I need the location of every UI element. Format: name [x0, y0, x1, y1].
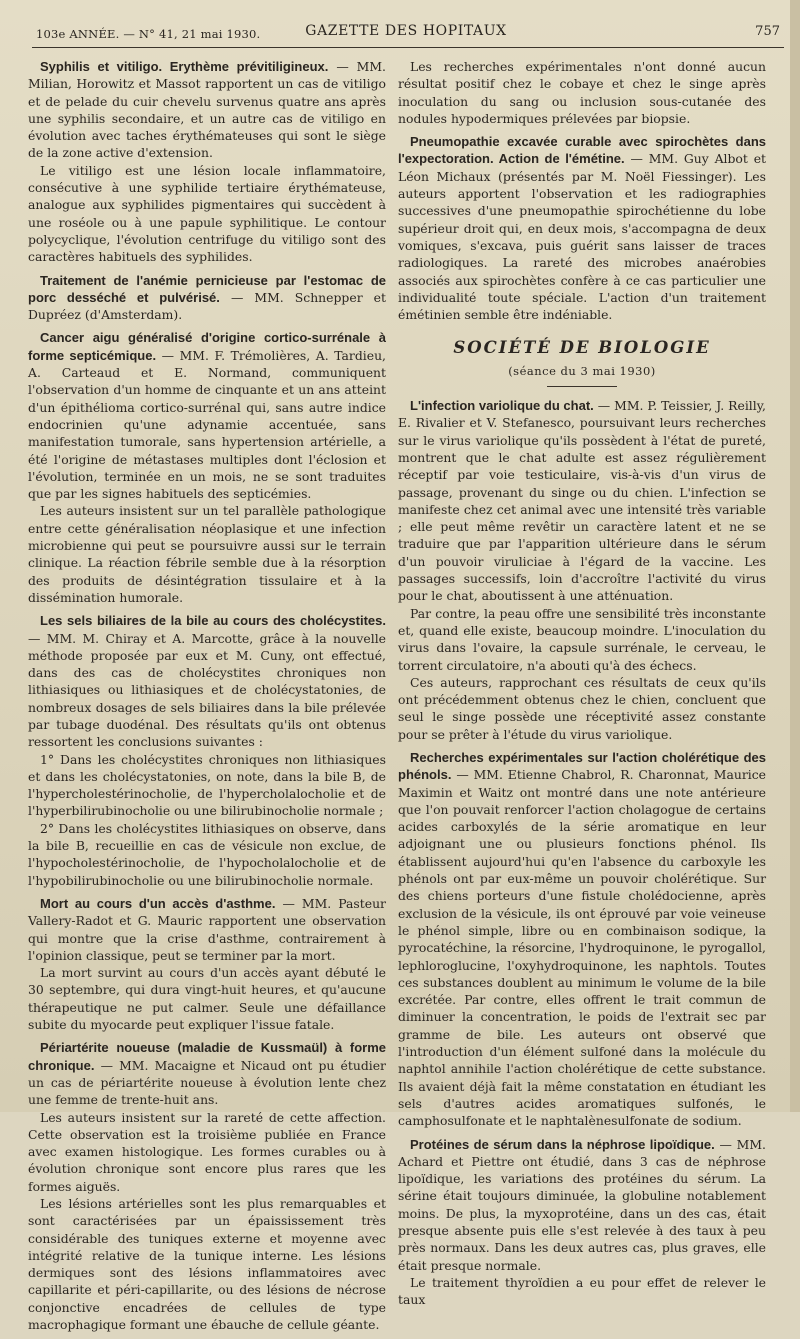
- article-title: Traitement de l'anémie pernicieuse par l'estomac de porc desséché et pulvérisé.: [28, 272, 386, 305]
- article-text: 2° Dans les cholécystites lithiasiques on observe, dans la bile B, recueillie en cas de vésicule non exclue, de l'hypocholestérinocholie, de l'hypocholalocholie et de l'hypobilirubinocholie ou une bilirubinocholie normale.: [28, 820, 386, 888]
- article-title: Recherches expérimentales sur l'action cholérétique des phénols.: [398, 749, 766, 783]
- article: [398, 749, 766, 1130]
- article-paragraph: [28, 58, 386, 162]
- article-title: L'infection variolique du chat.: [410, 398, 594, 414]
- article-paragraph: [28, 329, 386, 502]
- session-date: (séance du 3 mai 1930): [508, 363, 656, 378]
- issue-info: 103e ANNÉE. — N° 41, 21 mai 1930.: [36, 27, 261, 41]
- article-text: — MM. Milian, Horowitz et Massot rapportent un cas de vitiligo et de pelade du cuir chevelu survenus quatre ans après une syphilis secondaire, et un autre cas de vitiligo en évolution avec taches érythémateuses qui sont le siège de la zone active d'extension.: [28, 59, 386, 161]
- page-header: [30, 22, 782, 44]
- article-paragraph: [28, 1109, 386, 1195]
- section-divider: [547, 386, 617, 387]
- article: [28, 329, 386, 606]
- section-title: SOCIÉTÉ DE BIOLOGIE: [453, 338, 711, 358]
- article-text: La mort survint au cours d'un accès ayant débuté le 30 septembre, qui dura vingt-huit heures, et qu'aucune thérapeutique ne put calmer. Seule une défaillance subite du myocarde peut expliquer l'issue fatale.: [28, 965, 386, 1033]
- article-paragraph: [28, 820, 386, 889]
- article-text: — MM. F. Trémolières, A. Tardieu, A. Carteaud et E. Normand, communiquent l'observation d'un homme de cinquante et un ans atteint d'un épithélioma cortico-surrénal qui, sans autre indice endocrinien qu'une adynamie accentuée, sans manifestation tumorale, sans hypertension artérielle, a été l'origine de métastases multiples dont l'éclosion et l'évolution, terminée en un mois, ne se sont traduites que par les signes habituels des septicémies.: [28, 347, 386, 502]
- article-text: Les auteurs insistent sur un tel parallèle pathologique entre cette généralisation néoplasique et une infection microbienne qui peut se poursuivre aussi sur le terrain clinique. La réaction fébrile semble due à la résorption des produits de désintégration tissulaire et à la dissémination humorale.: [28, 503, 386, 605]
- page-number: 757: [755, 24, 780, 39]
- article-text: — MM. M. Chiray et A. Marcotte, grâce à la nouvelle méthode proposée par eux et M. Cuny, ont effectué, dans des cas de cholécystites chroniques non lithiasiques ou lithiasiques et de cholécystatonies, de nombreux dosages de sels biliaires dans la bile prélevée par tubage duodénal. Des résultats qu'ils ont obtenus ressortent les conclusions suivantes :: [28, 630, 386, 750]
- left-column: [28, 58, 386, 1339]
- article-text: Les auteurs insistent sur la rareté de cette affection. Cette observation est la troisième publiée en France avec examen histologique. Les formes curables ou à évolution chronique sont encore plus rares que les formes aiguës.: [28, 1109, 386, 1194]
- article-paragraph: [398, 674, 766, 743]
- article-paragraph: [398, 749, 766, 1130]
- article-paragraph: [28, 612, 386, 750]
- article-title: Les sels biliaires de la bile au cours des cholécystites.: [40, 613, 386, 629]
- article-text: Les recherches expérimentales n'ont donné aucun résultat positif chez le cobaye et chez le singe après inoculation du sang ou inclusion sous-cutanée des nodules hypodermiques prélevées par biopsie.: [398, 59, 766, 126]
- article: [28, 612, 386, 889]
- article-title: Pneumopathie excavée curable avec spirochètes dans l'expectoration. Action de l'émétine.: [398, 134, 766, 167]
- article-paragraph: [28, 1195, 386, 1333]
- article-title: Cancer aigu généralisé d'origine cortico-surrénale à forme septicémique.: [28, 330, 386, 363]
- article-title: Protéines de sérum dans la néphrose lipoïdique.: [410, 1136, 715, 1152]
- page-edge: [790, 0, 800, 1112]
- article: [28, 58, 386, 266]
- article-text: — MM. P. Teissier, J. Reilly, E. Rivalier et V. Stefanesco, poursuivant leurs recherches sur le virus variolique qu'ils possèdent à l'état de pureté, montrent que le chat adulte est assez régulièrement réceptif par voie testiculaire, vis-à-vis d'un virus de passage, provenant du singe ou du chien. L'infection se manifeste chez cet animal avec une intensité très variable ; elle peut même revêtir un caractère latent et ne se traduire que par l'apparition ultérieure dans le sérum d'un pouvoir viruliciae à l'égard de la vaccine. Les passages successifs, loin d'accroître l'activité du virus pour le chat, aboutissent à une atténuation.: [398, 398, 766, 604]
- article: [398, 58, 766, 127]
- article-text: — MM. Achard et Piettre ont étudié, dans 3 cas de néphrose lipoïdique, les variations des protéines du sérum. La sérine était toujours diminuée, la globuline notablement moins. De plus, la myxoprotéine, dans un des cas, était presque absente puis elle s'est relevée à des taux à peu près normaux. Dans les deux autres cas, plus graves, elle était presque normale.: [398, 1136, 766, 1273]
- article-text: Les lésions artérielles sont les plus remarquables et sont caractérisées par un épaississement très considérable des tuniques externe et moyenne avec intégrité relative de la tunique interne. Les lésions dermiques sont des lésions inflammatoires avec capillarite et péri-capillarite, ou des lésions de nécrose conjonctive encadrées de cellules de type macrophagique formant une ébauche de cellule géante.: [28, 1196, 386, 1333]
- right-column-top: [398, 58, 766, 323]
- article-text: — MM. Etienne Chabrol, R. Charonnat, Maurice Maximin et Waitz ont montré dans une note antérieure que l'on pouvait renforcer l'action cholagogue de certains acides carboxylés de la série aromatique en leur adjoignant une ou plusieurs fonctions phénol. Ils établissent aujourd'hui qu'en l'absence du carboxyle les phénols ont par eux-même un pouvoir cholérétique. Sur des chiens porteurs d'une fistule cholédocienne, après exclusion de la vésicule, ils ont éprouvé par voie veineuse le phénol simple, libre ou en combinaison sodique, la pyrocatéchine, la résorcine, l'hydroquinone, le pyrogallol, lephloroglucine, l'oxyhydroquinone, les naphtols. Toutes ces substances doublent au minimum le volume de la bile excrétée. Par contre, elles offrent le trait commun de diminuer la concentration, le poids de l'extrait sec par gramme de bile. Les auteurs ont observé que l'introduction d'un élément sulfoné dans la molécule du naphtol annihile l'action cholérétique de cette substance. Ils avaient déjà fait la même constatation en étudiant les sels d'autres acides aromatiques sulfonés, le camphosulfonate et le naphtalènesulfonate de sodium.: [398, 767, 766, 1129]
- header-rule: [32, 47, 784, 48]
- article-paragraph: [398, 605, 766, 674]
- article-text: Par contre, la peau offre une sensibilité très inconstante et, quand elle existe, beaucoup moindre. L'inoculation du virus dans l'ovaire, la capsule surrénale, le cerveau, le torrent circulatoire, n'a abouti qu'à des échecs.: [398, 605, 766, 673]
- article-paragraph: [398, 58, 766, 127]
- article-paragraph: [28, 751, 386, 820]
- article-title: Mort au cours d'un accès d'asthme.: [40, 895, 276, 911]
- article-title: Syphilis et vitiligo. Erythème prévitiligineux.: [40, 59, 329, 74]
- article: [28, 1039, 386, 1333]
- article-text: 1° Dans les cholécystites chroniques non lithiasiques et dans les cholécystatonies, on note, dans la bile B, de l'hypercholestérinocholie, de l'hypercholalocholie et de l'hyperbilirubinocholie ou une bilirubinocholie normale ;: [28, 751, 386, 819]
- article: [398, 1136, 766, 1309]
- journal-title: GAZETTE DES HOPITAUX: [305, 23, 507, 39]
- article-text: — MM. Schnepper et Dupréez (d'Amsterdam).: [28, 289, 386, 323]
- article-title: Périartérite noueuse (maladie de Kussmaül) à forme chronique.: [28, 1040, 386, 1073]
- article: [28, 272, 386, 324]
- article-text: — MM. Guy Albot et Léon Michaux (présentés par M. Noël Fiessinger). Les auteurs apportent l'observation et les radiographies successives d'une pneumopathie spirochétienne du lobe supérieur droit qui, en deux mois, s'accompagna de deux vomiques, s'excava, puis guérit sans laisser de traces radiologiques. La rareté des microbes anaérobies associés aux spirochètes confère à ce cas particulier une individualité toute spéciale. L'action d'un traitement émétinien semble être indéniable.: [398, 151, 766, 323]
- article: [398, 397, 766, 743]
- article-paragraph: [398, 1274, 766, 1309]
- article: [398, 133, 766, 323]
- article-paragraph: [398, 133, 766, 323]
- article-paragraph: [28, 502, 386, 606]
- article-paragraph: [28, 964, 386, 1033]
- article-paragraph: [398, 397, 766, 605]
- article-text: — MM. Pasteur Vallery-Radot et G. Mauric rapportent une observation qui montre que la crise d'asthme, contrairement à l'opinion classique, peut se terminer par la mort.: [28, 895, 386, 963]
- article-paragraph: [398, 1136, 766, 1274]
- right-column-bottom: [398, 397, 766, 1308]
- article: [28, 895, 386, 1033]
- right-column: [398, 58, 766, 1314]
- article-text: — MM. Macaigne et Nicaud ont pu étudier un cas de périartérite noueuse à évolution lente chez une femme de trente-huit ans.: [28, 1057, 386, 1108]
- article-paragraph: [28, 895, 386, 964]
- article-text: Le vitiligo est une lésion locale inflammatoire, consécutive à une syphilide tertiaire érythémateuse, analogue aux syphilides pigmentaires qui succèdent à une roséole ou à une papule syphilitique. Le contour polycyclique, l'évolution centrifuge du vitiligo sont des caractères habituels des syphilides.: [28, 162, 386, 265]
- article-paragraph: [28, 272, 386, 324]
- article-text: Ces auteurs, rapprochant ces résultats de ceux qu'ils ont précédemment obtenus chez le chien, concluent que seul le singe possède une réceptivité assez constante pour se prêter à l'étude du virus variolique.: [398, 674, 766, 742]
- article-paragraph: [28, 1039, 386, 1108]
- society-heading: [398, 339, 766, 387]
- article-paragraph: [28, 162, 386, 266]
- article-text: Le traitement thyroïdien a eu pour effet de relever le taux: [398, 1274, 766, 1308]
